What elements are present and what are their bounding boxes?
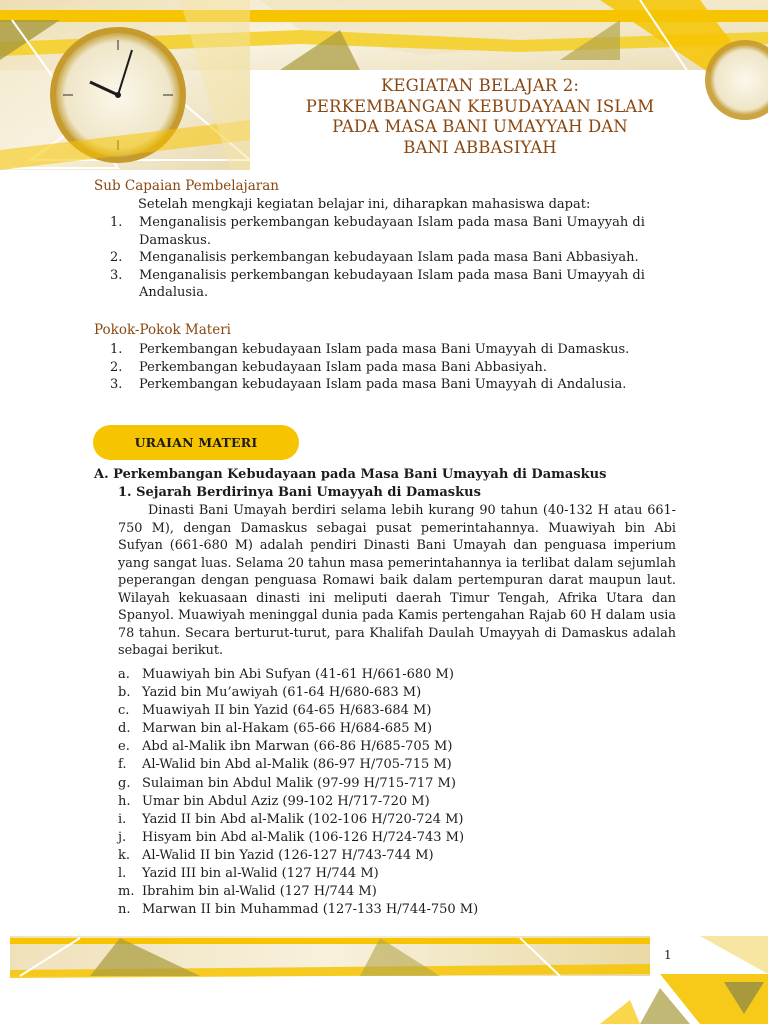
list-item: j. Hisyam bin Abd al-Malik (106-126 H/724-743 M) — [118, 829, 465, 845]
footer-decoration — [0, 928, 768, 1024]
pokok-materi-list — [110, 341, 676, 394]
list-item: 2. Menganalisis perkembangan kebudayaan Islam pada masa Bani Abbasiyah. — [110, 250, 639, 265]
sub-capaian-list — [110, 214, 676, 302]
uraian-materi-badge: URAIAN MATERI — [93, 425, 299, 460]
footer-banner — [0, 928, 768, 1024]
chapter-title-line-2: PERKEMBANGAN KEBUDAYAAN ISLAM — [305, 96, 655, 116]
chapter-title-line-3: PADA MASA BANI UMAYYAH DAN — [332, 117, 628, 136]
page-number: 1 — [664, 948, 672, 962]
section-a-heading: A. Perkembangan Kebudayaan pada Masa Bani Umayyah di Damaskus — [94, 467, 607, 482]
chapter-title — [250, 76, 710, 158]
subsection-1-heading: 1. Sejarah Berdirinya Bani Umayyah di Damaskus — [118, 485, 481, 500]
list-item: c. Muawiyah II bin Yazid (64-65 H/683-684 M) — [118, 703, 432, 719]
chapter-title-line-4: BANI ABBASIYAH — [403, 137, 557, 157]
list-item: h. Umar bin Abdul Aziz (99-102 H/717-720 M) — [118, 793, 430, 809]
list-item: b. Yazid bin Mu’awiyah (61-64 H/680-683 M) — [118, 685, 422, 701]
list-item: i. Yazid II bin Abd al-Malik (102-106 H/720-724 M) — [118, 811, 464, 827]
list-item: d. Marwan bin al-Hakam (65-66 H/684-685 M) — [118, 721, 433, 737]
list-item: f. Al-Walid bin Abd al-Malik (86-97 H/705-715 M) — [118, 757, 452, 773]
list-item: l. Yazid III bin al-Walid (127 H/744 M) — [118, 866, 379, 882]
list-item: a. Muawiyah bin Abi Sufyan (41-61 H/661-680 M) — [118, 667, 454, 682]
sejarah-paragraph: Dinasti Bani Umayah berdiri selama lebih kurang 90 tahun (40-132 H atau 661-750 M), dengan Damaskus sebagai pusat pemerintahannya. Muawiyah bin Abi Sufyan (661-680 M) adalah pendiri Dinasti Bani Umayah dan penguasa imperium yang sangat luas. Selama 20 tahun masa pemerintahannya ia terlibat dalam sejumlah peperangan dengan penguasa Romawi baik dalam pertempuran darat maupun laut. Wilayah kekuasaan dinasti ini meliputi daerah Timur Tengah, Afrika Utara dan Spanyol. Muawiyah meninggal dunia pada Kamis pertengahan Rajab 60 H dalam usia 78 tahun. Secara berturut-turut, para Khalifah Daulah Umayyah di Damaskus adalah sebagai berikut. — [118, 503, 676, 658]
list-item: 1. Menganalisis perkembangan kebudayaan Islam pada masa Bani Umayyah di Damaskus. — [110, 215, 645, 248]
chapter-title-line-1: KEGIATAN BELAJAR 2: — [381, 76, 579, 95]
list-item: m. Ibrahim bin al-Walid (127 H/744 M) — [118, 884, 377, 900]
list-item: g. Sulaiman bin Abdul Malik (97-99 H/715-717 M) — [118, 775, 456, 791]
list-item: 3. Perkembangan kebudayaan Islam pada masa Bani Umayyah di Andalusia. — [110, 377, 627, 392]
sub-capaian-heading: Sub Capaian Pembelajaran — [94, 178, 279, 194]
khalifah-list — [118, 666, 684, 919]
list-item: 3. Menganalisis perkembangan kebudayaan Islam pada masa Bani Umayyah di Andalusia. — [110, 267, 645, 300]
list-item: 1. Perkembangan kebudayaan Islam pada masa Bani Umayyah di Damaskus. — [110, 342, 630, 357]
list-item: n. Marwan II bin Muhammad (127-133 H/744-750 M) — [118, 902, 479, 918]
list-item: 2. Perkembangan kebudayaan Islam pada masa Bani Abbasiyah. — [110, 359, 547, 375]
list-item: k. Al-Walid II bin Yazid (126-127 H/743-744 M) — [118, 847, 434, 863]
sub-capaian-intro: Setelah mengkaji kegiatan belajar ini, diharapkan mahasiswa dapat: — [138, 197, 591, 212]
list-item: e. Abd al-Malik ibn Marwan (66-86 H/685-705 M) — [118, 739, 453, 755]
header-banner — [0, 0, 768, 170]
pokok-materi-heading: Pokok-Pokok Materi — [94, 322, 231, 338]
